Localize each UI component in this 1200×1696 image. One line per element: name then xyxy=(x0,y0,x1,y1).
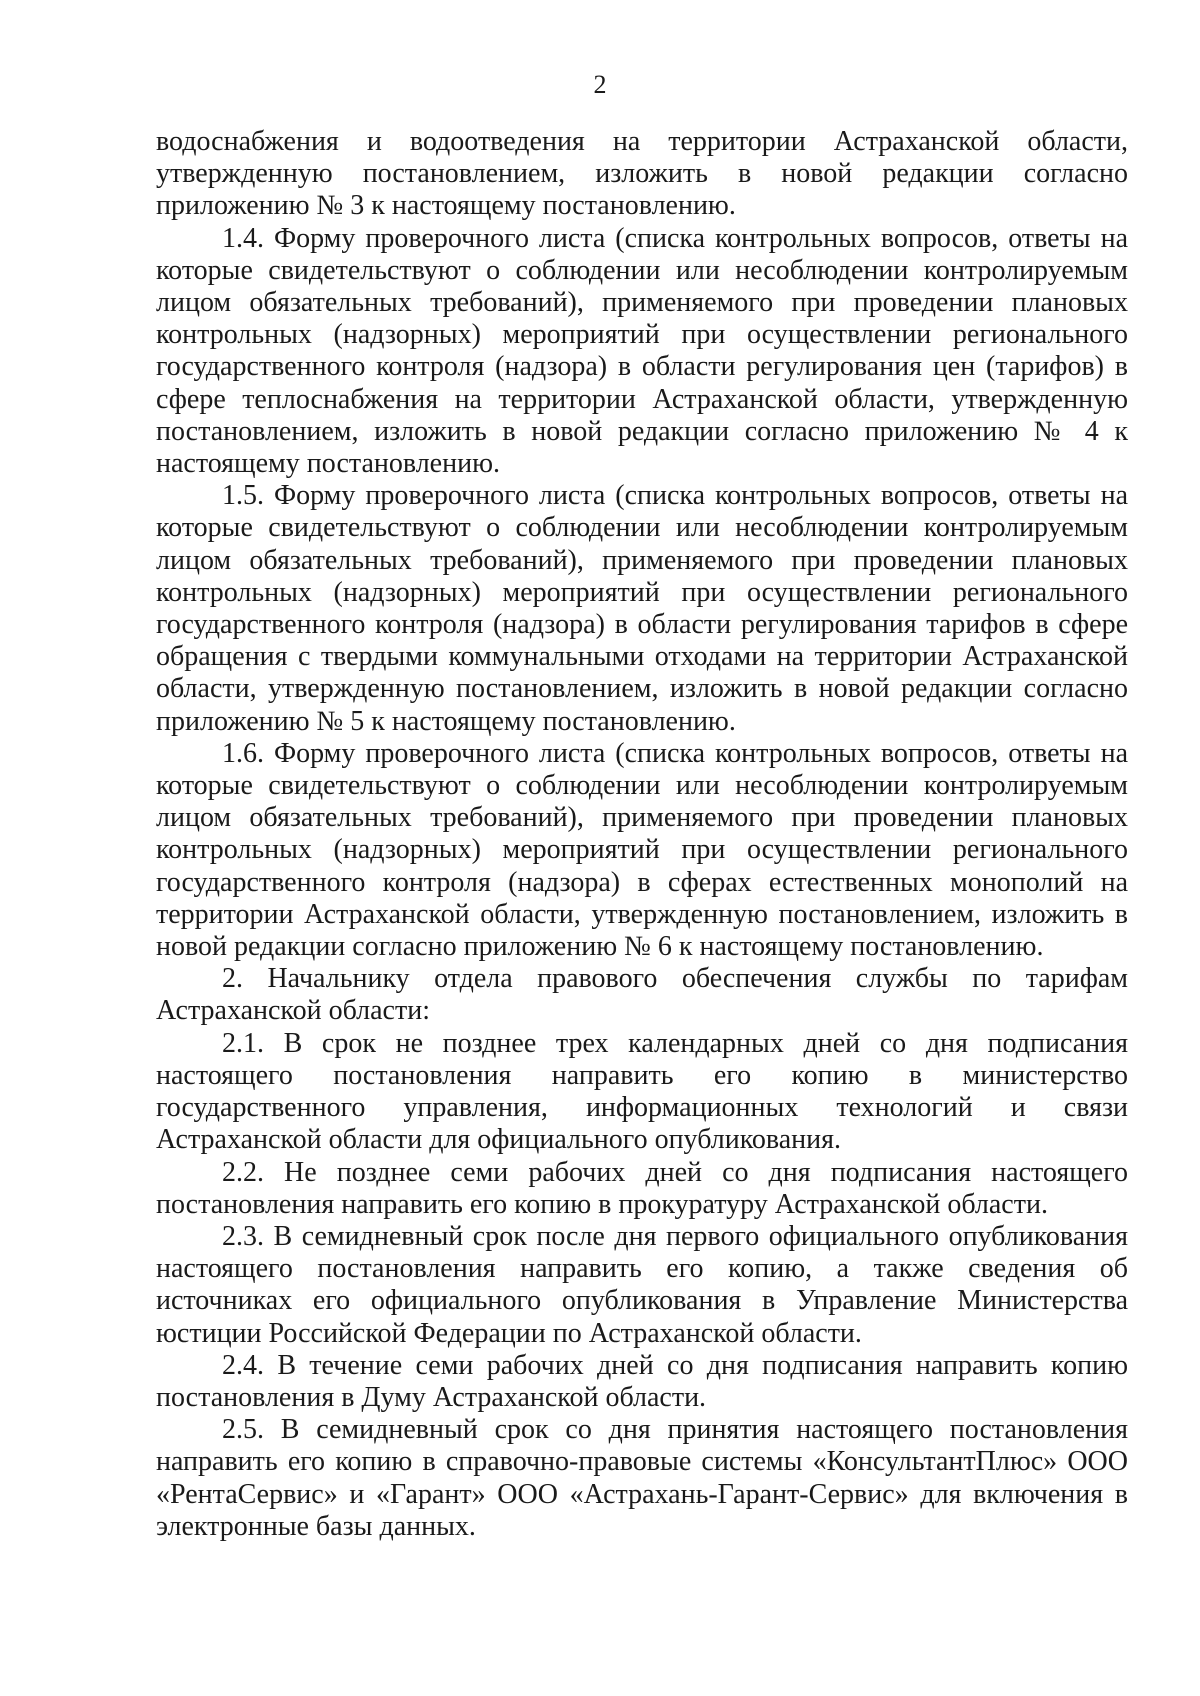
paragraph-2-3: 2.3. В семидневный срок после дня первого официального опубликования настоящего постановления направить его копию, а также сведения об источниках его официального опубликования в Управление Министерства юстиции Российской Федерации по Астраханской области. xyxy=(156,1220,1128,1349)
paragraph-2-5: 2.5. В семидневный срок со дня принятия настоящего постановления направить его копию в справочно-правовые системы «КонсультантПлюс» ООО «РентаСервис» и «Гарант» ООО «Астрахань-Гарант-Сервис» для включения в электронные базы данных. xyxy=(156,1414,1128,1542)
paragraph-2-1: 2.1. В срок не позднее трех календарных дней со дня подписания настоящего постановления направить его копию в министерство государственного управления, информационных технологий и связи Астраханской области для официального опубликования. xyxy=(156,1027,1128,1156)
document-body xyxy=(156,126,1128,1543)
paragraph-continuation: водоснабжения и водоотведения на территории Астраханской области, утвержденную постановлением, изложить в новой редакции согласно приложению № 3 к настоящему постановлению. xyxy=(156,126,1128,222)
paragraph-1-4: 1.4. Форму проверочного листа (списка контрольных вопросов, ответы на которые свидетельствуют о соблюдении или несоблюдении контролируемым лицом обязательных требований), применяемого при проведении плановых контрольных (надзорных) мероприятий при осуществлении регионального государственного контроля (надзора) в области регулирования цен (тарифов) в сфере теплоснабжения на территории Астраханской области, утвержденную постановлением, изложить в новой редакции согласно приложению № 4 к настоящему постановлению. xyxy=(156,222,1128,480)
paragraph-2-2: 2.2. Не позднее семи рабочих дней со дня подписания настоящего постановления направить его копию в прокуратуру Астраханской области. xyxy=(156,1156,1128,1220)
paragraph-1-5: 1.5. Форму проверочного листа (списка контрольных вопросов, ответы на которые свидетельствуют о соблюдении или несоблюдении контролируемым лицом обязательных требований), применяемого при проведении плановых контрольных (надзорных) мероприятий при осуществлении регионального государственного контроля (надзора) в области регулирования тарифов в сфере обращения с твердыми коммунальными отходами на территории Астраханской области, утвержденную постановлением, изложить в новой редакции согласно приложению № 5 к настоящему постановлению. xyxy=(156,480,1128,737)
page-number: 2 xyxy=(593,70,607,99)
paragraph-2: 2. Начальнику отдела правового обеспечения службы по тарифам Астраханской области: xyxy=(156,963,1128,1027)
paragraph-2-4: 2.4. В течение семи рабочих дней со дня подписания направить копию постановления в Думу Астраханской области. xyxy=(156,1349,1128,1413)
paragraph-1-6: 1.6. Форму проверочного листа (списка контрольных вопросов, ответы на которые свидетельствуют о соблюдении или несоблюдении контролируемым лицом обязательных требований), применяемого при проведении плановых контрольных (надзорных) мероприятий при осуществлении регионального государственного контроля (надзора) в сферах естественных монополий на территории Астраханской области, утвержденную постановлением, изложить в новой редакции согласно приложению № 6 к настоящему постановлению. xyxy=(156,737,1128,963)
